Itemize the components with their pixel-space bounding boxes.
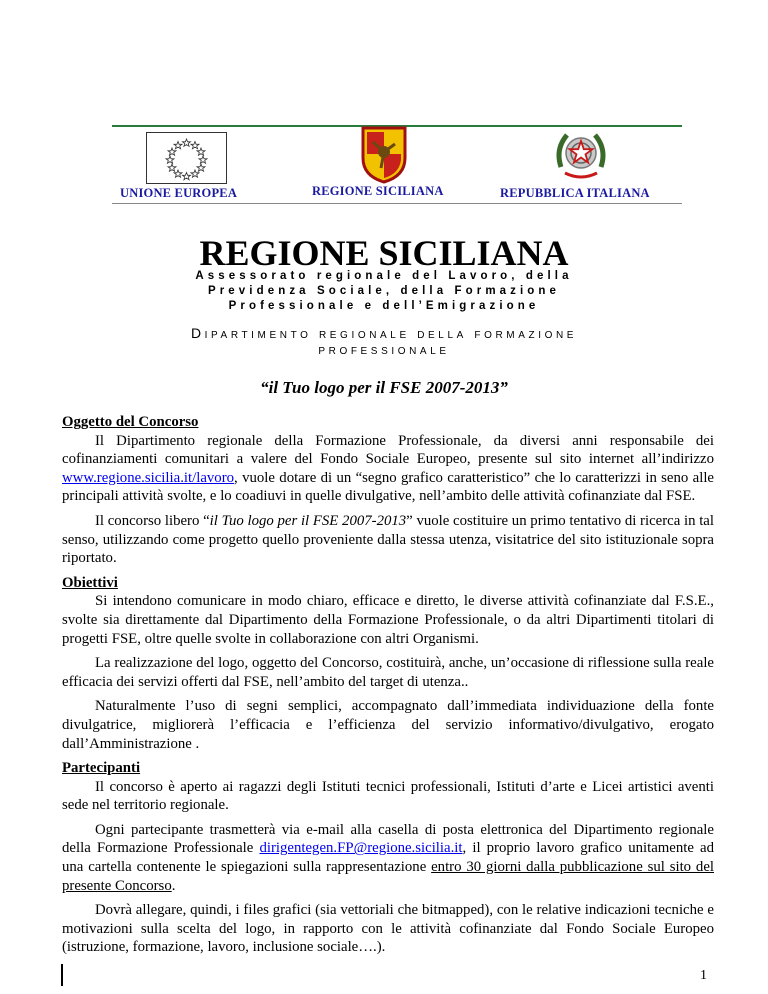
text: , vuole dotare di un “segno grafico caratteristico” che lo caratterizzi in seno alle principali attività svolte, e lo coadiuvi in quelle divulgative, nell’ambito delle attività cofinanziate dal FSE. xyxy=(62,469,714,505)
text: Il Dipartimento regionale della Formazione Professionale, da diversi anni responsabile dei cofinanziamenti comunitari a valere del Fondo Sociale Europeo, presente sul sito internet all’indirizzo xyxy=(62,432,714,468)
sicily-label: REGIONE SICILIANA xyxy=(312,184,444,198)
paragraph xyxy=(62,821,714,895)
text: Ogni partecipante trasmetterà via e-mail alla casella di posta elettronica del Dipartimento regionale della Formazione Professionale xyxy=(62,821,714,857)
text: , il proprio lavoro grafico unitamente ad una cartella contenente le spiegazioni sulla rappresentazione xyxy=(62,840,714,876)
subtitle-line-1: Assessorato regionale del Lavoro, della xyxy=(195,270,573,282)
sicily-coat-of-arms-logo xyxy=(359,124,409,184)
section-heading-oggetto: Oggetto del Concorso xyxy=(62,414,199,430)
paragraph xyxy=(62,512,714,568)
paragraph: Dovrà allegare, quindi, i files grafici (sia vettoriali che bitmapped), con le relative indicazioni tecniche e motivazioni sulla scelta del logo, in rapporto con le attività cofinanziate dal Fondo Sociale Europeo (istruzione, formazione, lavoro, inclusione sociale….). xyxy=(62,902,714,956)
paragraph: Si intendono comunicare in modo chiaro, efficace e diretto, le diverse attività cofinanziate dal F.S.E., svolte sia direttamente dal Dipartimento della Formazione Professionale, o da altri Dipartimenti titolari di progetti FSE, oltre quelle svolte in collaborazione con altri Organismi. xyxy=(62,593,714,647)
text: ” vuole costituire un primo tentativo di ricerca in tal senso, utilizzando come progetto quello proveniente dalla stessa utenza, visitatrice del sito istituzionale sopra riportato. xyxy=(62,512,714,567)
page-title: REGIONE SICILIANA xyxy=(199,233,569,273)
motto: “il Tuo logo per il FSE 2007-2013” xyxy=(260,378,508,397)
page-number: 1 xyxy=(700,968,707,983)
paragraph xyxy=(62,432,714,506)
change-bar xyxy=(61,964,63,986)
document-body xyxy=(62,413,714,957)
paragraph: La realizzazione del logo, oggetto del Concorso, costituirà, anche, un’occasione di riflessione sulla reale efficacia dei servizi offerti dal FSE, nell’ambito del target di utenza.. xyxy=(62,655,714,690)
email-link[interactable]: dirigentegen.FP@regione.sicilia.it xyxy=(259,840,463,857)
eu-label: UNIONE EUROPEA xyxy=(120,186,238,200)
italy-label: REPUBBLICA ITALIANA xyxy=(500,186,650,200)
paragraph: Naturalmente l’uso di segni semplici, accompagnato dall’immediata individuazione della fonte divulgatrice, migliorerà l’efficacia e l’efficienza del servizio informativo/divulgativo, erogato dall’Amministrazione . xyxy=(62,698,714,752)
italy-emblem-logo xyxy=(553,127,609,183)
contest-name: il Tuo logo per il FSE 2007-2013 xyxy=(209,512,407,529)
text: Il concorso libero “ xyxy=(95,512,210,529)
header-bottom-rule xyxy=(112,203,682,204)
section-heading-obiettivi: Obiettivi xyxy=(62,574,118,591)
eu-flag-logo xyxy=(146,132,227,184)
text: . xyxy=(171,877,176,894)
deadline-text: entro 30 giorni dalla pubblicazione sul sito del presente Concorso xyxy=(62,859,714,894)
paragraph: Il concorso è aperto ai ragazzi degli Istituti tecnici professionali, Istituti d’arte e Licei artistici aventi sede nel territorio regionale. xyxy=(62,778,714,814)
subtitle-line-3: Professionale e dell’Emigrazione xyxy=(228,300,540,312)
department-line-1: Dipartimento regionale della formazione xyxy=(190,325,578,341)
subtitle-line-2: Previdenza Sociale, della Formazione xyxy=(207,285,561,297)
website-link[interactable]: www.regione.sicilia.it/lavoro xyxy=(62,469,235,486)
section-heading-partecipanti: Partecipanti xyxy=(62,760,141,777)
department-line-2: professionale xyxy=(318,341,450,357)
